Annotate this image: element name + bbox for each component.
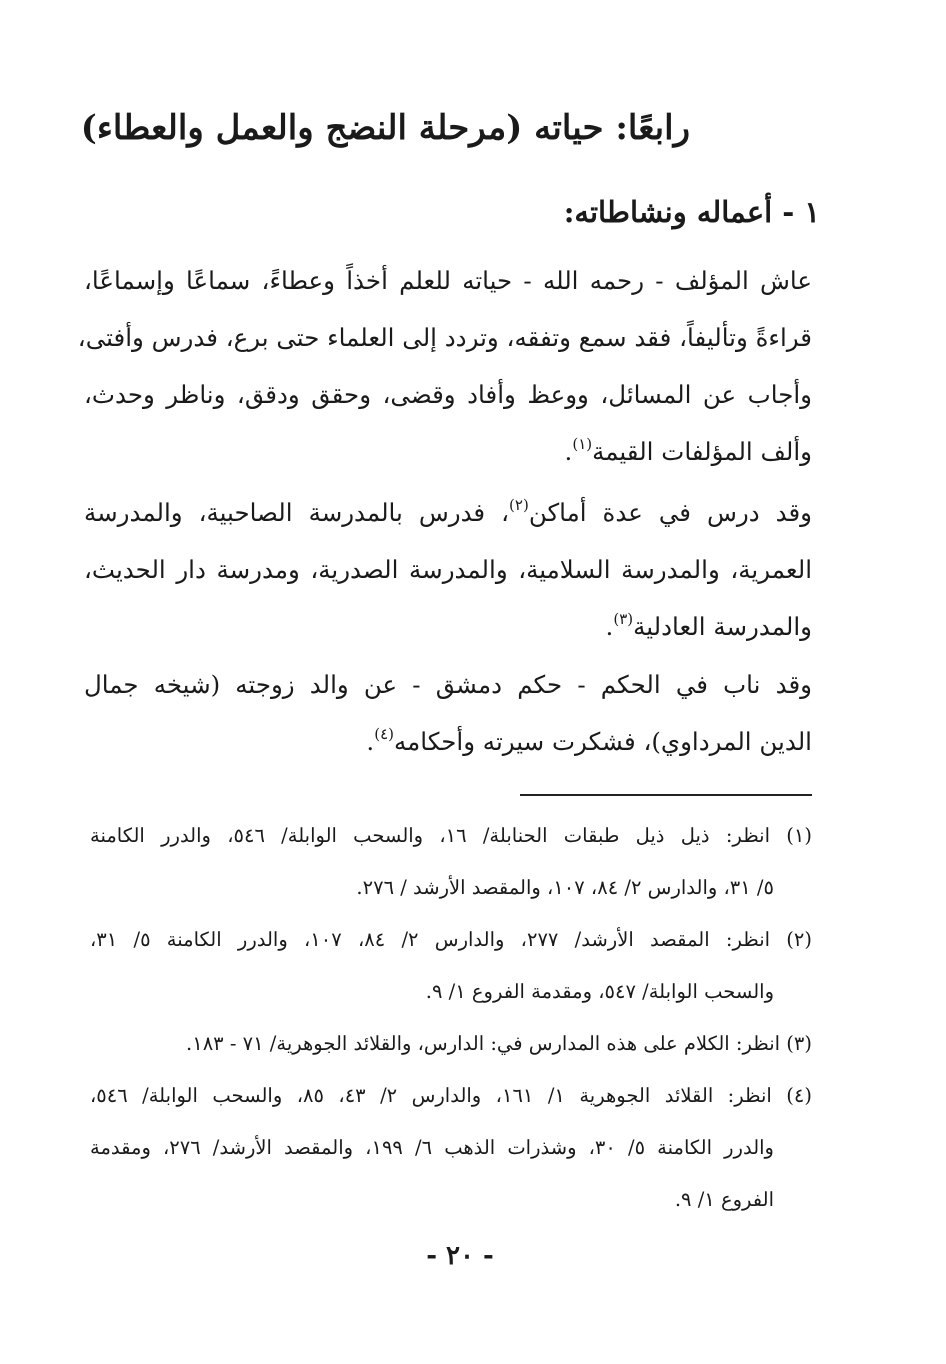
footnote-line: (٢) انظر: المقصد الأرشد/ ٢٧٧، والدارس ٢/ ٨٤، ١٠٧، والدرر الكامنة ٥/ ٣١، bbox=[90, 928, 812, 951]
footnote-line: (١) انظر: ذيل ذيل طبقات الحنابلة/ ١٦، والسحب الوابلة/ ٥٤٦، والدرر الكامنة bbox=[90, 824, 812, 847]
subsection-heading: ١ - أعماله ونشاطاته: bbox=[563, 195, 820, 229]
paragraph-text: والمدرسة العادلية bbox=[633, 612, 812, 641]
footnotes bbox=[90, 810, 812, 1226]
sentence-end: . bbox=[366, 727, 375, 756]
sentence-end: . bbox=[564, 437, 573, 466]
footnote-mark: (٤) bbox=[374, 725, 394, 743]
footnote-3 bbox=[90, 1018, 812, 1070]
paragraph-line: وقد ناب في الحكم - حكم دمشق - عن والد زوجته (شيخه جمال bbox=[84, 670, 812, 699]
paragraph-2 bbox=[84, 484, 812, 655]
paragraph-line: العمرية، والمدرسة السلامية، والمدرسة الصدرية، ومدرسة دار الحديث، bbox=[84, 555, 812, 584]
paragraph-3 bbox=[84, 656, 812, 770]
page-number: - ٢٠ - bbox=[426, 1241, 494, 1271]
paragraph-line bbox=[84, 598, 812, 655]
footnote-mark: (٢) bbox=[509, 496, 529, 514]
paragraph-text: وألف المؤلفات القيمة bbox=[592, 437, 812, 466]
footnote-1 bbox=[90, 810, 812, 914]
paragraph-line: قراءةً وتأليفاً، فقد سمع وتفقه، وتردد إلى العلماء حتى برع، فدرس وأفتى، bbox=[77, 323, 812, 352]
footnote-4 bbox=[90, 1070, 812, 1226]
footnote-mark: (١) bbox=[572, 435, 593, 453]
footnote-line: (٤) انظر: القلائد الجوهرية ١/ ١٦١، والدارس ٢/ ٤٣، ٨٥، والسحب الوابلة/ ٥٤٦، bbox=[90, 1084, 812, 1107]
sentence-end: . bbox=[605, 612, 614, 641]
paragraph-text: الدين المرداوي)، فشكرت سيرته وأحكامه bbox=[393, 727, 812, 756]
paragraph-text: ، فدرس بالمدرسة الصاحبية، والمدرسة bbox=[84, 498, 510, 527]
paragraph-line bbox=[84, 484, 812, 541]
footnote-line: والسحب الوابلة/ ٥٤٧، ومقدمة الفروع ١/ ٩. bbox=[425, 980, 774, 1003]
paragraph-line: وأجاب عن المسائل، ووعظ وأفاد وقضى، وحقق ودقق، وناظر وحدث، bbox=[84, 380, 812, 409]
paragraph-line bbox=[84, 423, 812, 480]
footnote-separator bbox=[520, 794, 812, 796]
footnote-mark: (٣) bbox=[613, 610, 634, 628]
paragraph-line bbox=[84, 713, 812, 770]
footnote-2 bbox=[90, 914, 812, 1018]
paragraph-line: عاش المؤلف - رحمه الله - حياته للعلم أخذاً وعطاءً، سماعًا وإسماعًا، bbox=[84, 266, 812, 295]
section-title: رابعًا: حياته (مرحلة النضج والعمل والعطاء) bbox=[80, 108, 690, 148]
paragraph-1 bbox=[77, 252, 812, 480]
footnote-line: الفروع ١/ ٩. bbox=[674, 1188, 774, 1211]
paragraph-text: وقد درس في عدة أماكن bbox=[528, 498, 813, 527]
footnote-line: والدرر الكامنة ٥/ ٣٠، وشذرات الذهب ٦/ ١٩٩، والمقصد الأرشد/ ٢٧٦، ومقدمة bbox=[90, 1136, 774, 1159]
footnote-line: (٣) انظر: الكلام على هذه المدارس في: الدارس، والقلائد الجوهرية/ ٧١ - ١٨٣. bbox=[186, 1032, 812, 1055]
footnote-line: ٥/ ٣١، والدارس ٢/ ٨٤، ١٠٧، والمقصد الأرشد / ٢٧٦. bbox=[356, 876, 774, 899]
